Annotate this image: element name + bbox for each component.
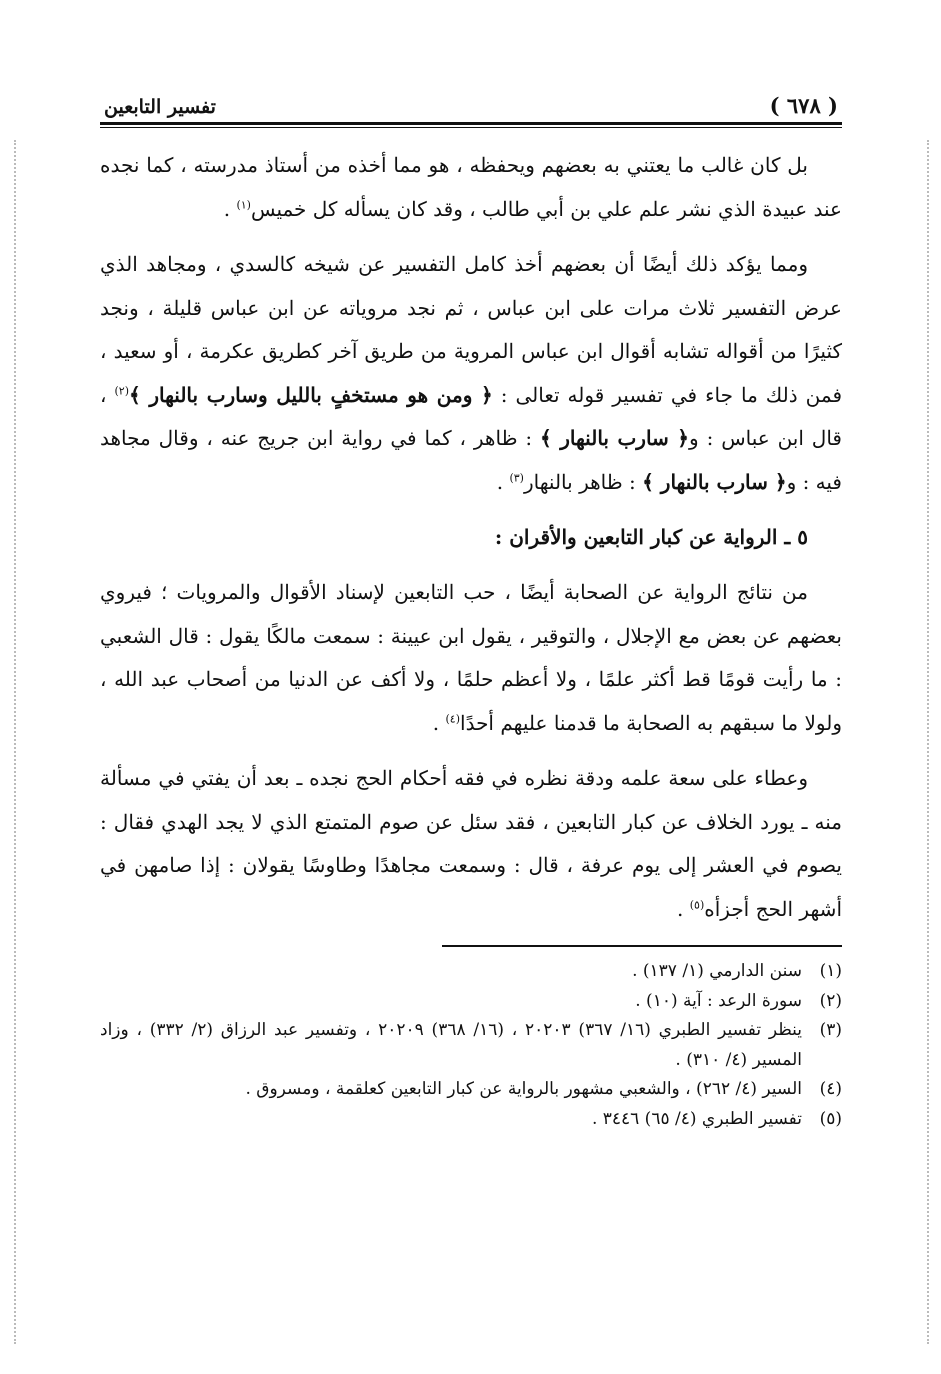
- footnote-2: [100, 987, 842, 1017]
- footnote-1: [100, 957, 842, 987]
- footnote-number: (٣): [819, 1020, 842, 1040]
- footnote-ref-3: (٣): [509, 470, 524, 484]
- paragraph-text: : ظاهر ، كما في رواية ابن جريج عنه ، وقال مجاهد فيه : و: [100, 426, 842, 494]
- footnote-4: [100, 1075, 842, 1105]
- paragraph-text: .: [223, 196, 237, 221]
- paragraph-text: بل كان غالب ما يعتني به بعضهم ويحفظه ، هو مما أخذه من أستاذ مدرسته ، كما نجده عند عبيدة الذي نشر علم علي بن أبي طالب ، وقد كان يسأله كل خميس: [100, 153, 842, 221]
- paragraph-text: .: [677, 896, 690, 921]
- paragraph-text: .: [432, 710, 446, 735]
- footnotes: [100, 957, 842, 1134]
- footnote-text: سنن الدارمي (١/ ١٣٧) .: [632, 961, 802, 981]
- header-rule: [100, 122, 842, 125]
- footnote-ref-2: (٢): [114, 383, 129, 397]
- quran-verse: ﴿ ومن هو مستخفٍ بالليل وسارب بالنهار ﴾: [128, 382, 493, 407]
- book-page: [100, 84, 842, 1134]
- paragraph-text: : ظاهر بالنهار: [523, 469, 643, 494]
- footnote-text: السير (٤/ ٢٦٢) ، والشعبي مشهور بالرواية عن كبار التابعين كعلقمة ، ومسروق .: [245, 1079, 802, 1099]
- quran-verse: ﴿ سارب بالنهار ﴾: [540, 426, 690, 450]
- quran-verse: ﴿ سارب بالنهار ﴾: [642, 469, 787, 494]
- paragraph-text: وعطاء على سعة علمه ودقة نظره في فقه أحكام الحج نجده ـ بعد أن يفتي في مسألة منه ـ يورد الخلاف عن كبار التابعين ، فقد سئل عن صوم المتمتع الذي لا يجد الهدي فقال : يصوم في العشر إلى يوم عرفة ، قال : وسمعت مجاهدًا وطاوسًا يقولان : إذا صامهن في أشهر الحج أجزأه: [100, 766, 842, 921]
- footnote-number: (١): [819, 961, 842, 981]
- footnote-ref-5: (٥): [689, 897, 705, 911]
- paragraph-1: [100, 144, 842, 231]
- header-rule-thin: [100, 127, 842, 128]
- right-dotted-margin: [927, 140, 929, 1344]
- footnote-ref-1: (١): [236, 197, 251, 211]
- paragraph-text: .: [496, 469, 510, 494]
- paragraph-2: [100, 243, 842, 504]
- page-number: ( ٦٧٨ ): [769, 93, 838, 118]
- footnote-number: (٥): [819, 1108, 842, 1129]
- footnote-3: [100, 1016, 842, 1075]
- footnote-number: (٢): [819, 990, 842, 1011]
- running-title: تفسير التابعين: [104, 96, 216, 118]
- footnote-separator: [442, 945, 842, 947]
- page-header: [100, 84, 842, 118]
- section-heading: ٥ ـ الرواية عن كبار التابعين والأقران :: [494, 525, 808, 549]
- footnote-text: ينظر تفسير الطبري (١٦/ ٣٦٧) ٢٠٢٠٣ ، (١٦/ ٣٦٨) ٢٠٢٠٩ ، وتفسير عبد الرزاق (٢/ ٣٣٢) ، وزاد المسير (٤/ ٣١٠) .: [100, 1020, 803, 1070]
- paragraph-text: من نتائج الرواية عن الصحابة أيضًا ، حب التابعين لإسناد الأقوال والمرويات ؛ فيروي بعضهم عن بعض مع الإجلال ، والتوقير ، يقول ابن عيينة : سمعت مالكًا يقول : قال الشعبي : ما رأيت قومًا قط أكثر علمًا ، ولا أعظم حلمًا ، ولا أكف عن الدنيا من أصحاب عبد الله ، ولولا ما سبقهم به الصحابة ما قدمنا عليهم أحدًا: [100, 580, 842, 735]
- body-text: [100, 144, 842, 931]
- footnote-ref-4: (٤): [445, 711, 461, 725]
- footnote-text: سورة الرعد : آية (١٠) .: [635, 990, 802, 1011]
- footnote-text: تفسير الطبري (٤/ ٦٥) ٣٤٤٦ .: [591, 1108, 802, 1129]
- paragraph-3: [100, 571, 842, 745]
- paragraph-text: ، قال ابن عباس : و: [100, 382, 842, 450]
- paragraph-text: ومما يؤكد ذلك أيضًا أن بعضهم أخذ كامل التفسير عن شيخه كالسدي ، ومجاهد الذي عرض التفسير ثلاث مرات على ابن عباس ، ثم نجد مروياته عن ابن عباس قليلة ، ونجد كثيرًا من أقواله تشابه أقوال ابن عباس المروية من طريق آخر كطريق عكرمة ، أو سعيد ، فمن ذلك ما جاء في تفسير قوله تعالى :: [100, 252, 843, 407]
- left-dotted-margin: [14, 140, 16, 1344]
- paragraph-4: [100, 757, 842, 931]
- footnote-5: [100, 1105, 842, 1135]
- footnote-number: (٤): [819, 1079, 842, 1099]
